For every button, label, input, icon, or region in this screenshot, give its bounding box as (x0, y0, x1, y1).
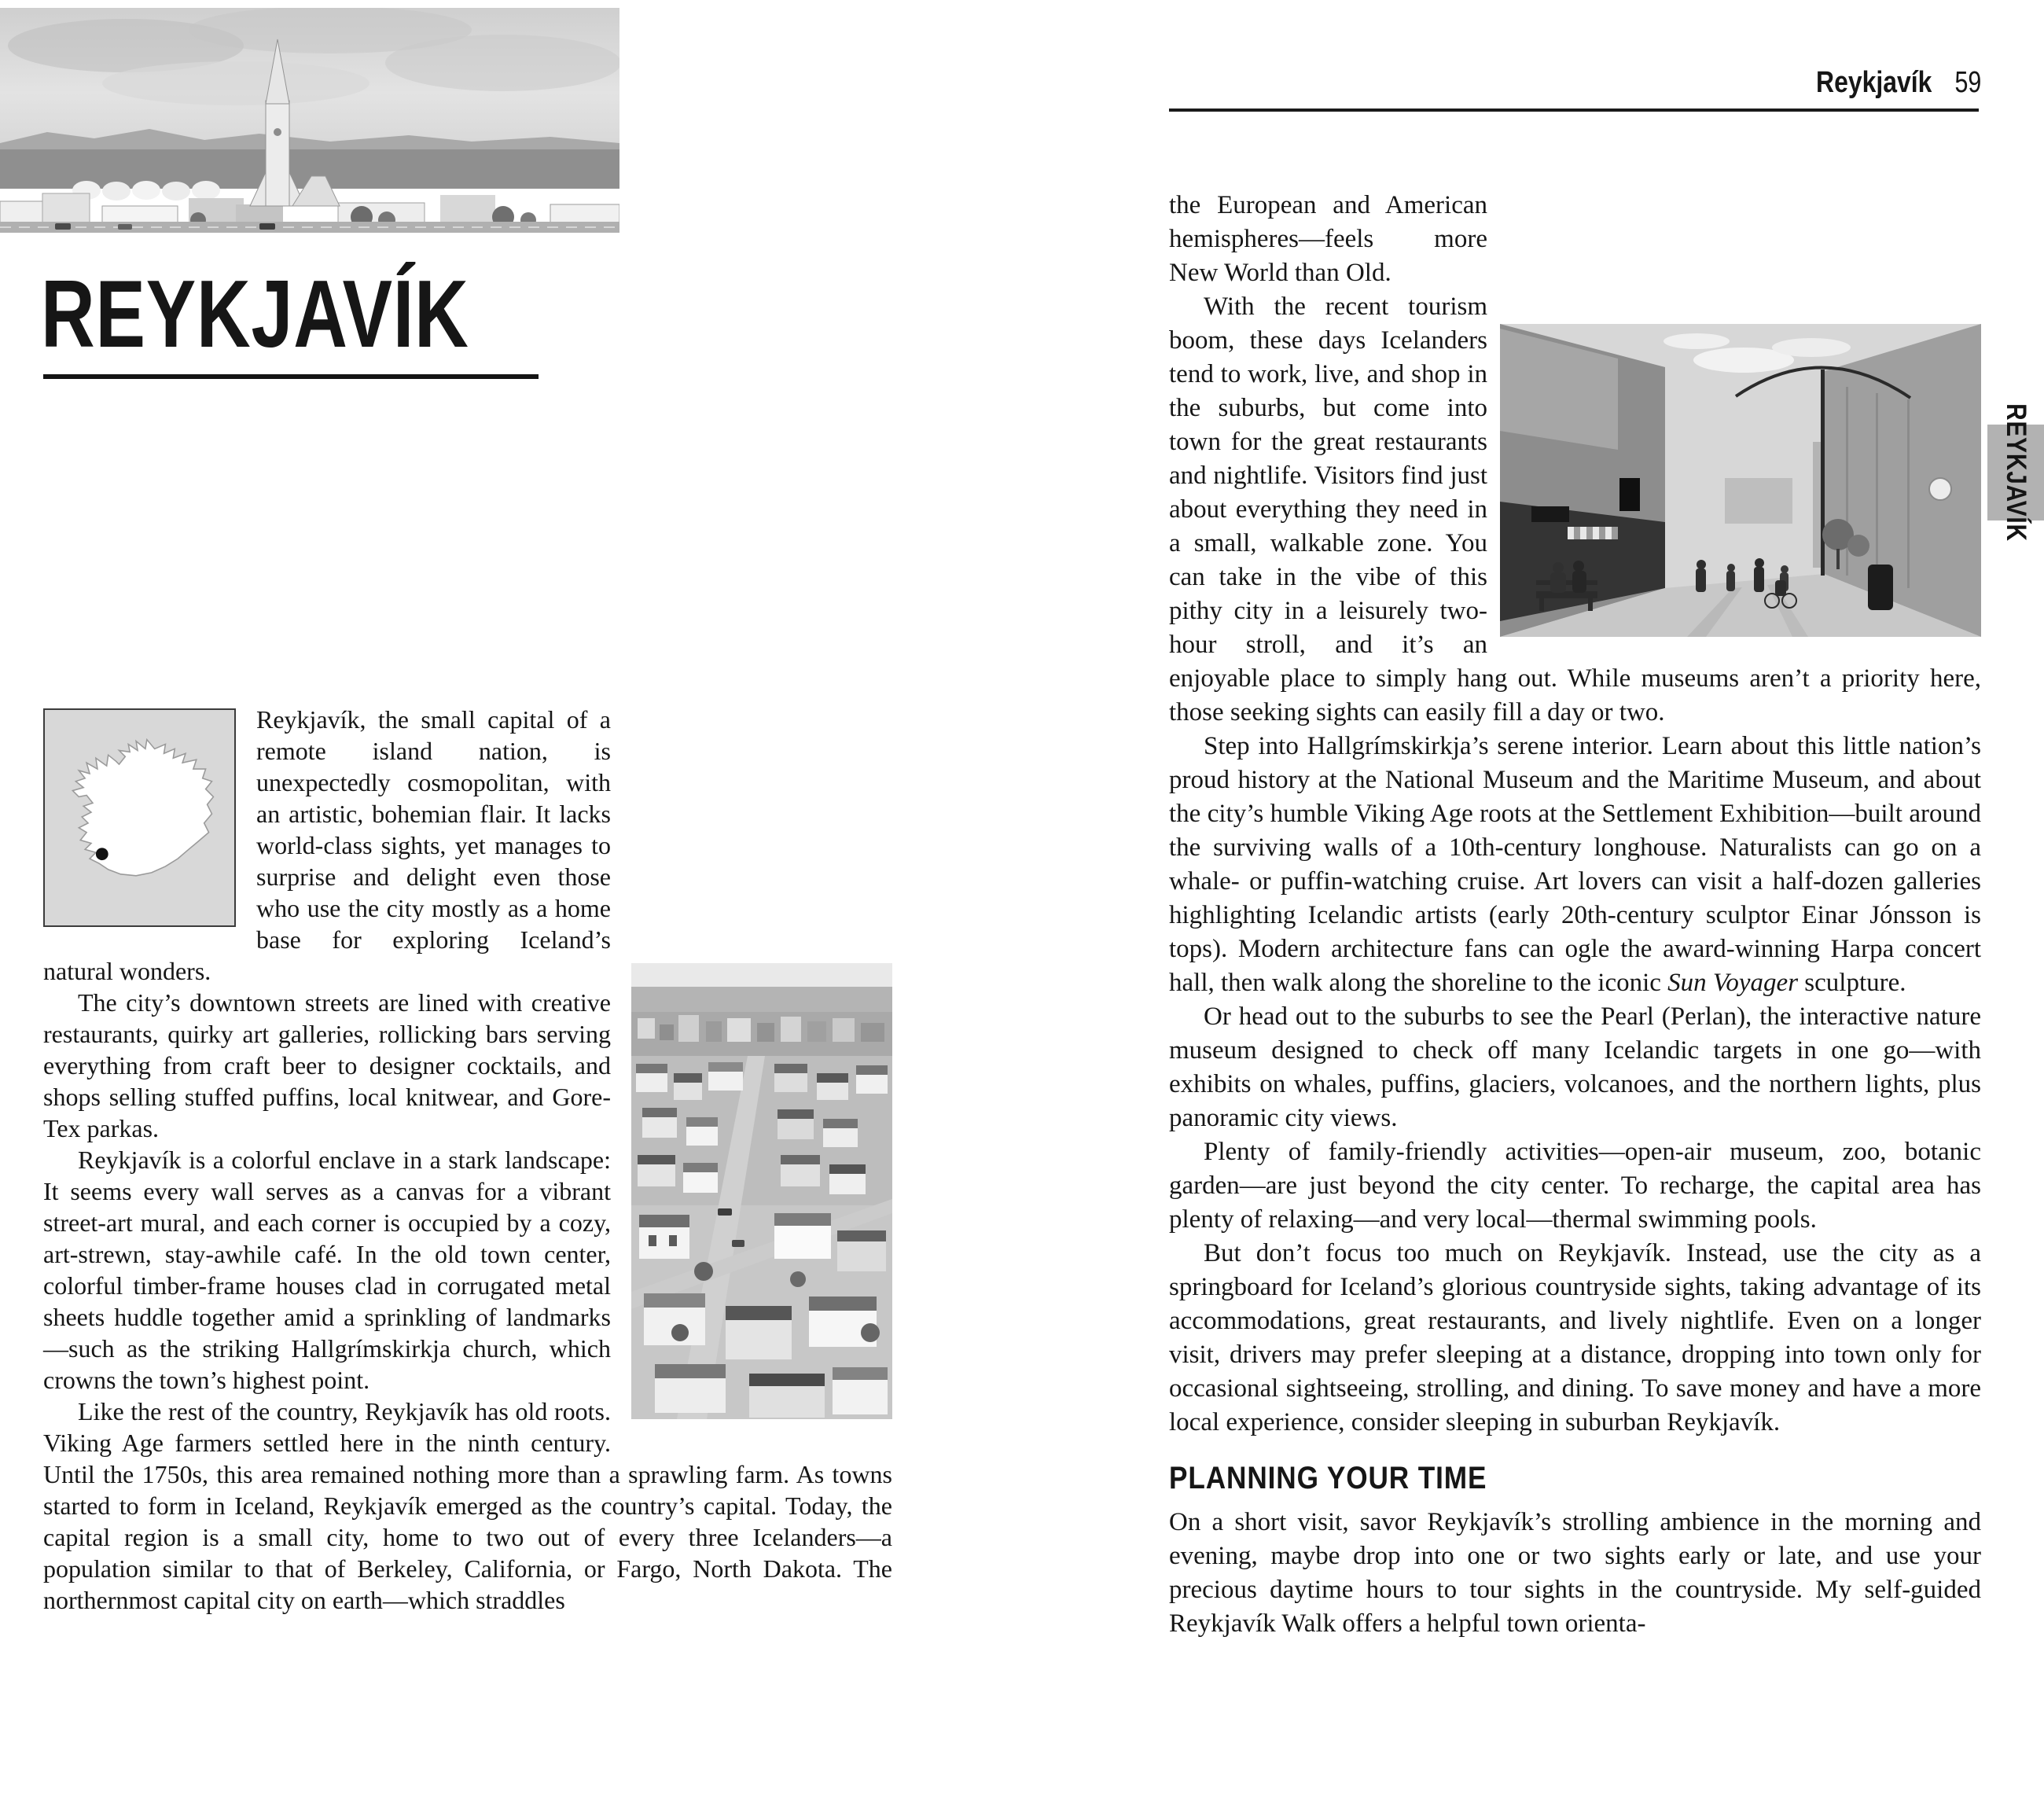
paragraph-colorful-enclave: Reykjavík is a colorful enclave in a stark landscape: It seems every wall serves as a canvas for a vibrant street-art mural, and each corner is occupied by a cozy, art-strewn, stay-awhile café. In the old town center, colorful timber-frame houses clad in corrugated metal sheets huddle together amid a sprinkling of landmarks—such as the striking Hallgrímskirkja church, which crowns the town’s highest point. (43, 1146, 611, 1394)
lamp-pole (1821, 370, 1825, 576)
sidebar-chapter-tab (1987, 403, 2044, 542)
planning-heading-wrap (1169, 1462, 1981, 1498)
shop-sign (1531, 506, 1569, 522)
paragraph-springboard: But don’t focus too much on Reykjavík. Instead, use the city as a springboard for Iceland’s glorious countryside sights, taking advantage of its accommodations, great restaurants, and lively nightlife. Even on a longer visit, drivers may prefer sleeping at a distance, dropping into town only for occasional sightseeing, strolling, and dining. To save money and have a more local experience, consider sleeping in suburban Reykjavík. (1169, 1239, 1981, 1436)
street-photo (1500, 324, 1981, 637)
distant-building (1725, 478, 1792, 524)
running-header (1794, 66, 1981, 100)
round-shop-sign (1929, 478, 1951, 500)
trash-can (1868, 565, 1893, 610)
street-illustration (1500, 324, 1981, 637)
awning (1568, 527, 1618, 539)
sights-text: Step into Hallgrímskirkja’s serene interior. Learn about this little nation’s proud history at the National Museum and the Maritime Museum, and about the city’s humble Viking Age roots at the Settlement Exhibition—built around the surviving walls of a 10th-century longhouse. Naturalists can go on a whale- or puffin-watching cruise. Art lovers can visit a half-dozen galleries highlighting Icelandic artists (early 20th-century sculptor Einar Jónsson is tops). Modern architecture fans can ogle the award-winning Harpa concert hall, then walk along the shoreline to the iconic (1169, 732, 1981, 997)
header-title: Reykjavík (1816, 66, 1932, 99)
paragraph-downtown: The city’s downtown streets are lined with creative restaurants, quirky art galleries, rollicking bars serving everything from craft beer to designer cocktails, and shops selling stuffed puffins, local knitwear, and Gore-Tex parkas. (43, 988, 611, 1142)
panorama-illustration (0, 8, 619, 233)
paragraph-sights (1169, 730, 1981, 1000)
sidebar-tab-label: REYKJAVÍK (2001, 403, 2031, 542)
iceland-outline (72, 740, 213, 876)
title-rule (43, 374, 539, 379)
paragraph-hemispheres: the European and American hemispheres—feels more New World than Old. (1169, 191, 1487, 287)
header-rule (1169, 109, 1979, 112)
sun-voyager-italic: Sun Voyager (1667, 969, 1799, 997)
page-title: REYKJAVÍK (41, 260, 469, 367)
sights-text-end: sculpture. (1798, 969, 1906, 997)
paragraph-perlan: Or head out to the suburbs to see the Pearl (Perlan), the interactive nature museum designed to check off many Icelandic targets in one go—with exhibits on whales, puffins, glaciers, volcanoes, and the northern lights, plus panoramic city views. (1169, 1002, 1981, 1132)
panorama-photo (0, 8, 619, 233)
paragraph-old-roots: Like the rest of the country, Reykjavík has old roots. Viking Age farmers settled here in the ninth century. Until the 1750s, this area remained nothing more than a sprawling farm. As towns started to form in Iceland, Reykjavík emerged as the country’s capital. Today, the capital region is a small city, home to two out of every three Icelanders—a population similar to that of Berkeley, California, or Fargo, North Dakota. The northernmost capital city on earth—which straddles (43, 1397, 892, 1614)
hotdog-sign (1619, 478, 1640, 511)
left-body-text (43, 704, 892, 1616)
header-page-number: 59 (1954, 66, 1981, 99)
paragraph-intro: Reykjavík, the small capital of a remote island nation, is unexpectedly cosmopolitan, with an artistic, bohemian flair. It lacks world-class sights, yet manages to surprise and delight even those who use the city mostly as a home base for exploring Iceland’s natural wonders. (43, 705, 611, 985)
paragraph-tourism-boom: With the recent tourism boom, these days Icelanders tend to work, live, and shop in the suburbs, but come into town for the great restaurants and nightlife. Visitors find just about everything they need in a small, walkable zone. You can take in the vibe of this pithy city in a leisurely two-hour stroll, and it’s an enjoyable place to simply hang out. While museums aren’t a priority here, those seeking sights can easily fill a day or two. (1169, 292, 1981, 726)
iceland-map-illustration (45, 710, 234, 925)
right-body-text (1169, 189, 1981, 1641)
iceland-locator-map (43, 708, 236, 927)
paragraph-family: Plenty of family-friendly activities—open-air museum, zoo, botanic garden—are just beyond the city center. To recharge, the capital area has plenty of relaxing—and very local—thermal swimming pools. (1169, 1138, 1981, 1234)
paragraph-planning: On a short visit, savor Reykjavík’s strolling ambience in the morning and evening, maybe drop into one or two sights early or late, and use your precious daytime hours to tour sights in the countryside. My self-guided Reykjavík Walk offers a helpful town orienta- (1169, 1508, 1981, 1638)
rooftops-illustration (631, 963, 892, 1419)
fuel-tanks (72, 181, 220, 200)
reykjavik-city-dot (96, 848, 108, 860)
section-heading-planning: PLANNING YOUR TIME (1169, 1461, 1487, 1495)
rooftops-photo (631, 963, 892, 1419)
